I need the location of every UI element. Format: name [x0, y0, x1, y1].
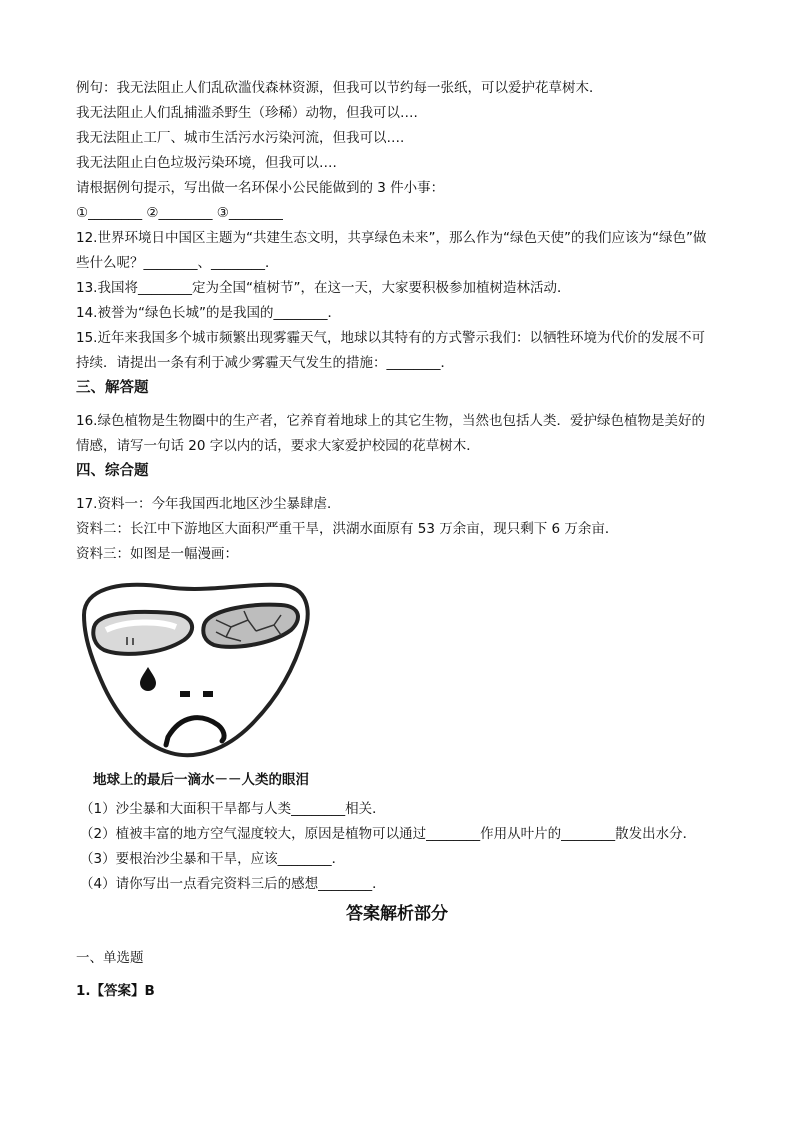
- answer-section-title: 答案解析部分: [346, 904, 448, 924]
- nose-left: [180, 691, 190, 697]
- question-17-material-2: 资料二：长江中下游地区大面积严重干旱，洪湖水面原有 53 万余亩，现只剩下 6 万余亩．: [76, 521, 619, 537]
- section-3-heading: 三、解答题: [76, 380, 149, 396]
- question-12-line-1: 12.世界环境日中国区主题为“共建生态文明，共享绿色未来”，那么作为“绿色天使”的我们应该为“绿色”做: [76, 230, 707, 246]
- nose-right: [203, 691, 213, 697]
- section-4-heading: 四、综合题: [76, 463, 149, 479]
- answer-1: 1.【答案】B: [76, 983, 155, 999]
- question-17-material-1: 17.资料一：今年我国西北地区沙尘暴肆虐．: [76, 496, 341, 512]
- question-13: 13.我国将________定为全国“植树节”，在这一天，大家要积极参加植树造林活动．: [76, 280, 571, 296]
- answer-blanks: ①________ ②________ ③________: [76, 205, 283, 221]
- question-17-sub-3: （3）要根治沙尘暴和干旱，应该________．: [80, 851, 346, 867]
- answer-section-heading: 一、单选题: [76, 950, 144, 966]
- question-17-sub-2: （2）植被丰富的地方空气湿度较大，原因是植物可以通过________作用从叶片的________散发出水分．: [80, 826, 697, 842]
- question-16-line-2: 情感，请写一句话 20 字以内的话，要求大家爱护校园的花草树木．: [76, 438, 480, 454]
- instruction-line: 请根据例句提示，写出做一名环保小公民能做到的 3 件小事：: [76, 180, 445, 196]
- question-16-line-1: 16.绿色植物是生物圈中的生产者，它养育着地球上的其它生物，当然也包括人类．爱护绿色植物是美好的: [76, 413, 705, 429]
- example-sentence: 例句：我无法阻止人们乱砍滥伐森林资源，但我可以节约每一张纸，可以爱护花草树木．: [76, 80, 603, 96]
- question-14: 14.被誉为“绿色长城”的是我国的________．: [76, 305, 341, 321]
- question-17-material-3: 资料三：如图是一幅漫画：: [76, 546, 238, 562]
- prompt-line-1: 我无法阻止人们乱捕滥杀野生（珍稀）动物，但我可以….: [76, 105, 418, 121]
- question-15-line-1: 15.近年来我国多个城市频繁出现雾霾天气，地球以其特有的方式警示我们：以牺牲环境为代价的发展不可: [76, 330, 705, 346]
- question-17-sub-1: （1）沙尘暴和大面积干旱都与人类________相关．: [80, 801, 386, 817]
- question-15-line-2: 持续．请提出一条有利于减少雾霾天气发生的措施：________．: [76, 355, 454, 371]
- question-17-sub-4: （4）请你写出一点看完资料三后的感想________．: [80, 876, 386, 892]
- question-12-line-2: 些什么呢？________、________．: [76, 255, 279, 271]
- prompt-line-3: 我无法阻止白色垃圾污染环境，但我可以….: [76, 155, 337, 171]
- earth-tear-cartoon: [76, 575, 316, 765]
- prompt-line-2: 我无法阻止工厂、城市生活污水污染河流，但我可以….: [76, 130, 405, 146]
- cartoon-caption: 地球上的最后一滴水－－人类的眼泪: [93, 772, 309, 788]
